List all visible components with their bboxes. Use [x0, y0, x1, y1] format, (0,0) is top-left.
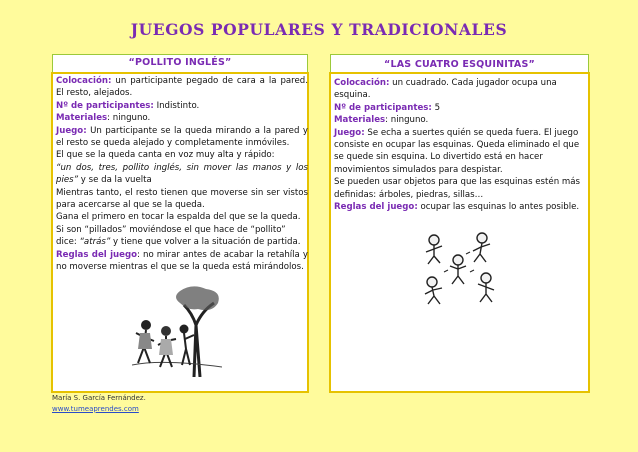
footer: [52, 393, 146, 414]
left-text: [56, 75, 308, 274]
right-heading: “LAS CUATRO ESQUINITAS”: [384, 59, 535, 70]
right-line: Colocación: un cuadrado. Cada jugador ocupa una esquina.: [334, 78, 557, 101]
right-line: Se pueden usar objetos para que las esquinas estén más definidas: árboles, piedras, sillas…: [334, 177, 580, 200]
right-text: [334, 77, 586, 213]
right-line: Juego: Se echa a suertes quién se queda fuera. El juego consiste en ocupar las esquinas. Queda eliminado el que se quede sin esquina. Lo divertido está en hacer movimientos simulados para despistar.: [334, 127, 580, 175]
left-line: dice: “atrás” y tiene que volver a la situación de partida.: [56, 237, 301, 248]
left-heading: “POLLITO INGLÉS”: [128, 57, 232, 68]
website-link[interactable]: www.tumeaprendes.com: [52, 404, 139, 413]
left-line: Mientras tanto, el resto tienen que moverse sin ser vistos para acercarse al que se la queda.: [56, 187, 308, 211]
left-line: Colocación: un participante pegado de cara a la pared. El resto, alejados.: [56, 76, 308, 99]
left-line: Reglas del juego: no mirar antes de acabar la retahíla y no moverse mientras el que se la queda está mirándolos.: [56, 249, 308, 273]
right-line: Nº de participantes: 5: [334, 102, 441, 113]
corners-game-illustration: [420, 232, 502, 308]
left-line: Nº de participantes: Indistinto.: [56, 100, 200, 111]
left-line: Si son “pillados” moviéndose el que hace de “pollito”: [56, 224, 286, 235]
left-line: Juego: Un participante se la queda mirando a la pared y el resto se queda alejado y completamente inmóviles.: [56, 125, 308, 149]
left-line: El que se la queda canta en voz muy alta y rápido:: [56, 150, 275, 161]
right-line: Materiales: ninguno.: [334, 115, 429, 126]
right-line: Reglas del juego: ocupar las esquinas lo antes posible.: [334, 202, 580, 213]
left-line: “un dos, tres, pollito inglés, sin mover las manos y los pies” y se da la vuelta: [56, 162, 308, 186]
children-playing-illustration: [132, 285, 222, 377]
page-title: JUEGOS POPULARES Y TRADICIONALES: [130, 20, 508, 39]
author-name: María S. García Fernández.: [52, 394, 146, 402]
left-line: Gana el primero en tocar la espalda del que se la queda.: [56, 212, 301, 223]
left-line: Materiales: ninguno.: [56, 113, 151, 124]
